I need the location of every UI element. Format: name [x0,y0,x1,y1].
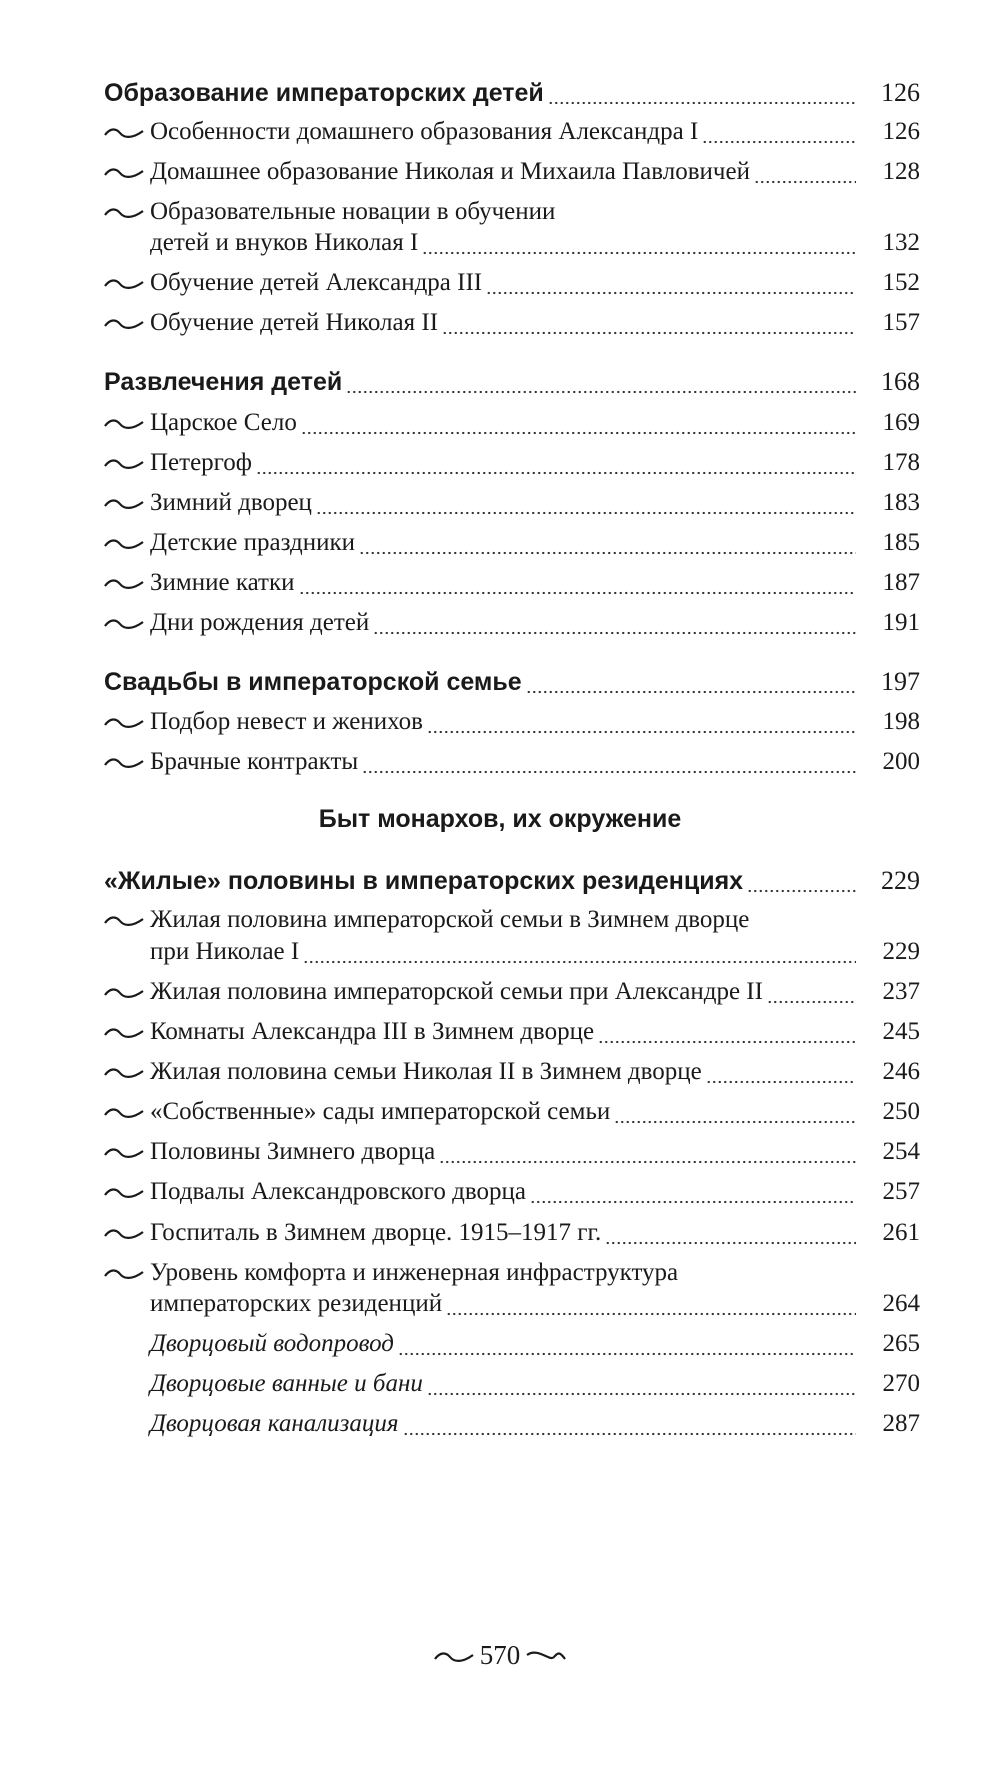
toc-entry-title: Дни рождения детей [150,609,370,636]
toc-entry-title: «Жилые» половины в императорских резиденциях [104,867,744,895]
toc-page-number: 178 [882,449,920,476]
swirl-ornament-icon [104,716,144,730]
swirl-ornament-icon [104,577,144,591]
swirl-ornament-icon [434,1640,474,1671]
folio-number: 570 [479,1640,521,1670]
toc-entry-title: Петергоф [150,449,253,476]
toc-entry-continuation[interactable] [0,937,1000,967]
toc-page-number: 132 [882,229,920,256]
toc-page-number: 128 [882,158,920,185]
toc-entry[interactable] [0,1137,1000,1167]
toc-entry[interactable] [0,528,1000,558]
toc-entry[interactable] [0,1258,1000,1288]
toc-entry-title: Уровень комфорта и инженерная инфраструктура [150,1259,679,1286]
toc-entry-title: при Николае I [150,938,300,965]
swirl-ornament-icon [104,1146,144,1160]
toc-page-number: 191 [882,609,920,636]
swirl-ornament-icon [104,756,144,770]
toc-page-number: 229 [882,938,920,965]
toc-entry-title: Комнаты Александра III в Зимнем дворце [150,1018,595,1045]
swirl-ornament-icon [104,1026,144,1040]
dot-leader [548,78,856,108]
toc-entry-title: Дворцовая канализация [150,1410,399,1437]
swirl-ornament-icon [104,617,144,631]
toc-entry[interactable] [0,1218,1000,1248]
toc-page-number: 261 [882,1219,920,1246]
toc-entry[interactable] [0,747,1000,777]
toc-entry[interactable] [0,448,1000,478]
toc-entry-title: Подвалы Александровского дворца [150,1178,526,1205]
dot-leader [767,977,856,1007]
toc-entry[interactable] [0,1177,1000,1207]
swirl-ornament-icon [104,457,144,471]
toc-page-number: 185 [882,529,920,556]
toc-entry[interactable] [0,488,1000,518]
toc-entry[interactable] [0,117,1000,147]
toc-page-number: 126 [882,118,920,145]
toc-heading[interactable] [0,866,1000,896]
toc-entry-title: «Собственные» сады императорской семьи [150,1098,611,1125]
dot-leader [398,1329,856,1359]
toc-page-number: 264 [882,1290,920,1317]
swirl-ornament-icon [104,914,144,928]
swirl-ornament-icon [104,206,144,220]
swirl-ornament-icon [104,317,144,331]
toc-page-number: 270 [882,1370,920,1397]
swirl-ornament-icon [104,1227,144,1241]
swirl-ornament-icon [104,166,144,180]
dot-leader [530,1177,856,1207]
toc-entry-title: Свадьбы в императорской семье [104,668,522,696]
toc-entry-title: Брачные контракты [150,748,359,775]
dot-leader [422,228,856,258]
toc-page-number: 183 [882,489,920,516]
toc-subentry[interactable] [0,1369,1000,1399]
swirl-ornament-icon [104,497,144,511]
dot-leader [316,488,856,518]
toc-subentry[interactable] [0,1329,1000,1359]
swirl-ornament-icon [104,126,144,140]
swirl-ornament-icon [104,1267,144,1281]
toc-page-number: 168 [881,367,920,396]
toc-entry-title: Образовательные новации в обучении [150,198,556,225]
toc-entry-title: Царское Село [150,409,297,436]
toc-entry-title: императорских резиденций [150,1290,443,1317]
dot-leader [702,117,856,147]
toc-entry-title: Детские праздники [150,529,356,556]
toc-entry-continuation[interactable] [0,1289,1000,1319]
toc-page-number: 198 [882,708,920,735]
toc-page-number: 257 [882,1178,920,1205]
toc-entry-title: Домашнее образование Николая и Михаила Павловичей [150,158,750,185]
toc-entry[interactable] [0,308,1000,338]
toc-page-number: 250 [882,1098,920,1125]
toc-entry-title: Дворцовые ванные и бани [150,1370,423,1397]
toc-entry-title: Половины Зимнего дворца [150,1138,436,1165]
dot-leader [754,157,856,187]
dot-leader [427,707,856,737]
dot-leader [301,408,856,438]
toc-entry-title: Жилая половина императорской семьи в Зимнем дворце [150,906,750,933]
dot-leader [446,1289,856,1319]
dot-leader [373,608,856,638]
dot-leader [706,1057,856,1087]
section-title: Быт монархов, их окружение [318,805,682,833]
toc-page-number: 265 [882,1330,920,1357]
toc-page-number: 187 [882,569,920,596]
swirl-ornament-icon [104,537,144,551]
toc-page-number: 200 [882,748,920,775]
dot-leader [346,367,856,397]
dot-leader [427,1369,856,1399]
swirl-ornament-icon [104,277,144,291]
dot-leader [439,1137,856,1167]
toc-entry-title: Обучение детей Николая II [150,309,439,336]
toc-page-number: 197 [881,667,920,696]
swirl-ornament-icon [104,1106,144,1120]
dot-leader [614,1097,856,1127]
dot-leader [747,866,856,896]
swirl-ornament-icon [526,1640,566,1671]
toc-entry[interactable] [0,408,1000,438]
dot-leader [598,1017,856,1047]
toc-entry-title: Обучение детей Александра III [150,269,483,296]
toc-entry-title: Особенности домашнего образования Александра I [150,118,699,145]
toc-entry[interactable] [0,977,1000,1007]
toc-entry[interactable] [0,1097,1000,1127]
dot-leader [256,448,856,478]
toc-page-number: 152 [882,269,920,296]
toc-entry-title: Подбор невест и женихов [150,708,423,735]
swirl-ornament-icon [104,1066,144,1080]
toc-entry[interactable] [0,268,1000,298]
toc-page-number: 287 [882,1410,920,1437]
dot-leader [403,1409,856,1439]
toc-heading[interactable] [0,667,1000,697]
toc-page-number: 169 [882,409,920,436]
toc-entry[interactable] [0,905,1000,935]
toc-entry-title: Жилая половина семьи Николая II в Зимнем дворце [150,1058,702,1085]
toc-entry[interactable] [0,707,1000,737]
toc-page-number: 126 [881,78,920,107]
toc-entry[interactable] [0,197,1000,227]
toc-entry[interactable] [0,1057,1000,1087]
toc-subentry[interactable] [0,1409,1000,1439]
swirl-ornament-icon [104,417,144,431]
toc-entry-title: Зимние катки [150,569,295,596]
dot-leader [362,747,856,777]
page-folio [0,1640,1000,1671]
toc-heading[interactable] [0,367,1000,397]
toc-entry-title: детей и внуков Николая I [150,229,419,256]
toc-entry[interactable] [0,157,1000,187]
dot-leader [605,1218,856,1248]
toc-entry-title: Образование императорских детей [104,79,544,107]
toc-entry[interactable] [0,1017,1000,1047]
toc-heading[interactable] [0,78,1000,108]
toc-entry-title: Госпиталь в Зимнем дворце. 1915–1917 гг. [150,1219,602,1246]
dot-leader [526,667,856,697]
dot-leader [486,268,856,298]
dot-leader [299,568,857,598]
dot-leader [359,528,856,558]
toc-page-number: 237 [882,978,920,1005]
toc-entry[interactable] [0,608,1000,638]
toc-entry-title: Жилая половина императорской семьи при Александре II [150,978,763,1005]
toc-entry-title: Развлечения детей [104,368,343,396]
toc-page-number: 254 [882,1138,920,1165]
swirl-ornament-icon [104,1186,144,1200]
toc-entry-continuation[interactable] [0,228,1000,258]
toc-page-number: 229 [881,866,920,895]
toc-page-number: 157 [882,309,920,336]
toc-entry-title: Дворцовый водопровод [150,1330,394,1357]
toc-page-number: 245 [882,1018,920,1045]
dot-leader [442,308,856,338]
swirl-ornament-icon [104,986,144,1000]
toc-entry-title: Зимний дворец [150,489,312,516]
toc-entry[interactable] [0,568,1000,598]
dot-leader [303,937,856,967]
toc-page-number: 246 [882,1058,920,1085]
